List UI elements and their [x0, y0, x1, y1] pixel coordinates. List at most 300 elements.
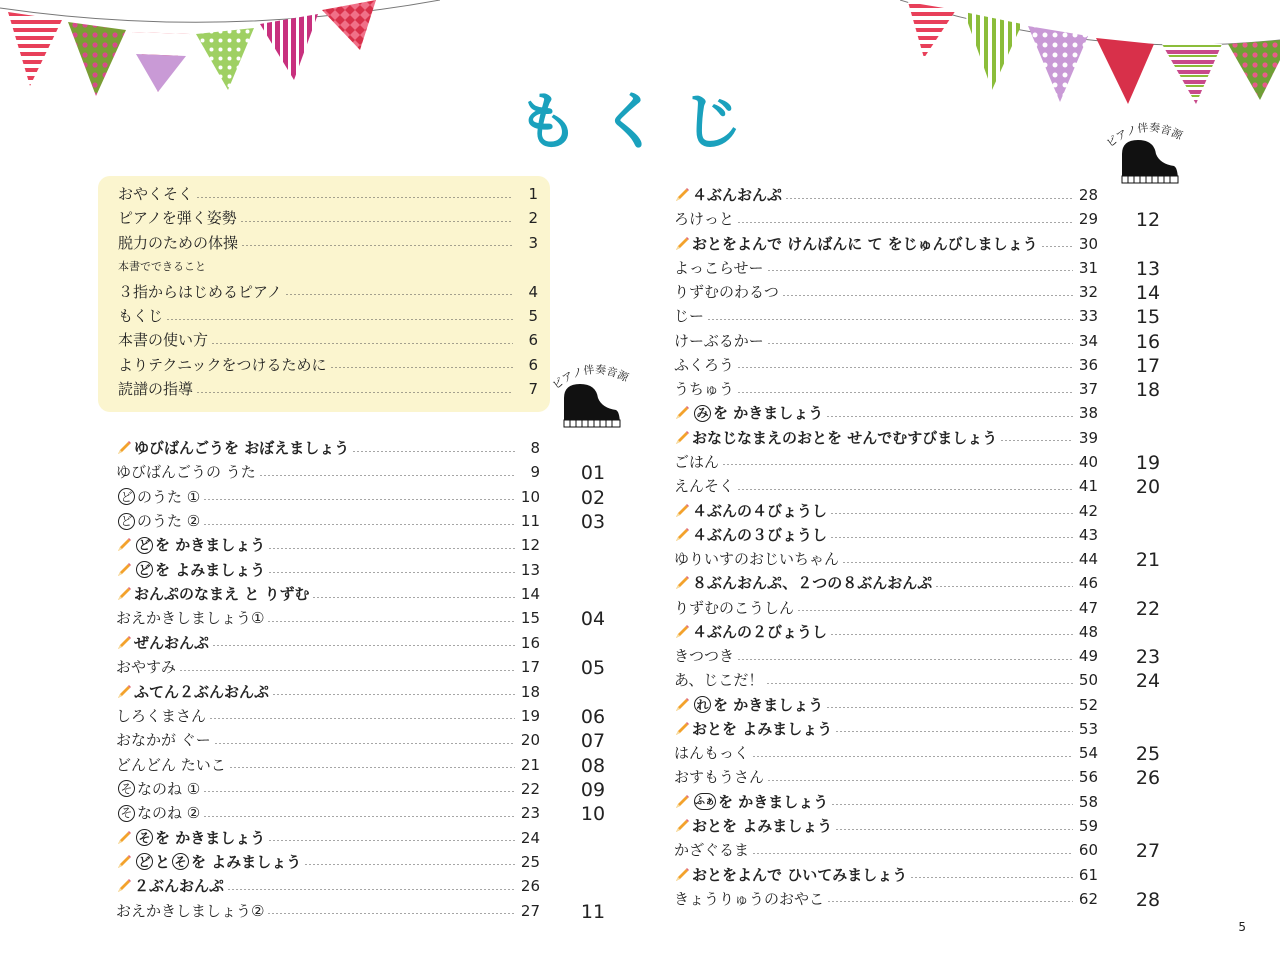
audio-track-number: 20 [1135, 476, 1161, 499]
toc-entry-label [116, 777, 200, 801]
toc-entry[interactable] [118, 182, 538, 206]
toc-entry-label [674, 183, 782, 207]
toc-entry[interactable] [116, 753, 540, 777]
toc-entry-label [116, 753, 226, 777]
toc-entry-label [674, 401, 823, 425]
dot-leader [766, 683, 1073, 684]
dot-leader [179, 670, 515, 671]
toc-entry-text: 読譜の指導 [118, 380, 194, 399]
toc-entry[interactable] [674, 523, 1098, 547]
toc-page-number: 4 [528, 282, 538, 301]
pencil-icon [674, 818, 690, 834]
toc-entry[interactable] [118, 353, 538, 377]
toc-page-number: 50 [1078, 671, 1098, 690]
toc-entry-label [674, 329, 764, 353]
toc-entry[interactable] [674, 256, 1098, 280]
toc-page-number: 25 [520, 852, 540, 871]
toc-page-number: 39 [1078, 428, 1098, 447]
toc-entry-label [674, 232, 1038, 256]
toc-entry-label [116, 558, 265, 582]
toc-entry[interactable] [674, 620, 1098, 644]
circled-note-name: み [694, 405, 711, 422]
toc-entry-text: おえかきしましょう② [116, 901, 265, 920]
toc-entry[interactable] [674, 207, 1098, 231]
pencil-icon [674, 405, 690, 421]
toc-entry-label [674, 620, 827, 644]
toc-entry-text: ゆびばんごうの うた [116, 463, 256, 482]
toc-entry[interactable] [116, 606, 540, 630]
toc-entry[interactable] [674, 450, 1098, 474]
toc-page-number: 18 [520, 682, 540, 701]
audio-track-number: 19 [1135, 451, 1161, 474]
pencil-icon [674, 794, 690, 810]
dot-leader [737, 222, 1073, 223]
toc-entry[interactable] [118, 304, 538, 328]
toc-entry-label [674, 717, 832, 741]
toc-entry[interactable] [674, 280, 1098, 304]
toc-entry[interactable] [116, 631, 540, 655]
toc-entry[interactable] [674, 668, 1098, 692]
pencil-icon [116, 635, 132, 651]
pencil-icon [674, 236, 690, 252]
dot-leader [203, 791, 515, 792]
toc-entry-text: おとを よみましょう [692, 719, 833, 738]
dot-leader [203, 524, 515, 525]
toc-page-number: 61 [1078, 865, 1098, 884]
toc-page-number: 16 [520, 633, 540, 652]
toc-entry-label [116, 606, 264, 630]
audio-track-number: 14 [1135, 282, 1161, 305]
toc-entry-label [674, 741, 749, 765]
pencil-icon [116, 586, 132, 602]
dot-leader [304, 864, 515, 865]
toc-page-number: 27 [520, 901, 540, 920]
toc-entry-label [674, 256, 764, 280]
toc-page-number: 31 [1078, 258, 1098, 277]
toc-entry-label [674, 474, 734, 498]
toc-entry-label [116, 826, 265, 850]
dot-leader [1041, 246, 1073, 247]
toc-page-number: 33 [1078, 307, 1098, 326]
toc-entry-text: ４ぶんの２びょうし [692, 622, 828, 641]
toc-page-number: 29 [1078, 210, 1098, 229]
audio-track-number: 16 [1135, 330, 1161, 353]
toc-page-number: 14 [520, 585, 540, 604]
dot-leader [767, 780, 1073, 781]
toc-page-number: 8 [530, 439, 540, 457]
toc-entry[interactable] [116, 801, 540, 825]
audio-track-number: 23 [1135, 646, 1161, 669]
piano-audio-badge-left [550, 360, 634, 432]
toc-entry-label [116, 874, 224, 898]
toc-entry[interactable] [116, 826, 540, 850]
toc-page-number: 34 [1078, 331, 1098, 350]
toc-entry-label [116, 582, 309, 606]
audio-track-number: 22 [1135, 597, 1161, 620]
dot-leader [722, 464, 1073, 465]
toc-entry[interactable] [674, 596, 1098, 620]
toc-entry-text: うちゅう [674, 380, 735, 399]
toc-entry-text: なのね ② [137, 804, 201, 823]
toc-entry-text: ４ぶんの３びょうし [692, 525, 828, 544]
dot-leader [935, 586, 1073, 587]
toc-entry-label [118, 377, 193, 401]
toc-entry[interactable] [674, 863, 1098, 887]
toc-entry[interactable] [116, 899, 540, 923]
dot-leader [352, 451, 515, 452]
toc-page-number: 40 [1078, 452, 1098, 471]
toc-entry-text: けーぶるかー [674, 331, 764, 350]
toc-entry-text: えんそく [674, 477, 735, 496]
pencil-icon [674, 721, 690, 737]
toc-entry-label [118, 255, 206, 279]
toc-entry-label [118, 328, 208, 352]
toc-entry-text: を よみましょう [155, 560, 266, 579]
toc-page-number: 42 [1078, 501, 1098, 520]
audio-track-number: 03 [580, 511, 606, 534]
toc-entry[interactable] [118, 328, 538, 352]
toc-entry-label [674, 207, 734, 231]
page-title: もくじ [516, 85, 763, 158]
toc-entry-label [118, 182, 193, 206]
toc-page-number: 6 [528, 331, 538, 350]
pencil-icon [674, 503, 690, 519]
toc-entry[interactable] [674, 887, 1098, 911]
toc-page-number: 58 [1078, 792, 1098, 811]
toc-entry[interactable] [674, 765, 1098, 789]
audio-track-number: 06 [580, 705, 606, 728]
toc-entry[interactable] [118, 280, 538, 304]
dot-leader [767, 343, 1073, 344]
pencil-icon [674, 867, 690, 883]
toc-page-number: 41 [1078, 477, 1098, 496]
toc-entry-text: のうた ② [137, 512, 201, 531]
dot-leader [214, 743, 515, 744]
audio-track-number: 08 [580, 754, 606, 777]
toc-entry[interactable] [116, 582, 540, 606]
dot-leader [259, 475, 515, 476]
toc-entry-text: おんぷのなまえ と りずむ [134, 585, 310, 604]
toc-page-number: 59 [1078, 817, 1098, 836]
toc-entry[interactable] [116, 533, 540, 557]
toc-entry[interactable] [674, 353, 1098, 377]
svg-text:ピアノ伴奏音源: ピアノ伴奏音源 [1104, 121, 1185, 151]
toc-entry-label [674, 863, 907, 887]
toc-entry-text: じー [674, 307, 705, 326]
toc-entry[interactable] [674, 474, 1098, 498]
toc-entry[interactable] [118, 377, 538, 401]
dot-leader [166, 319, 513, 320]
toc-entry-text: ゆりいすのおじいちゃん [674, 550, 840, 569]
dot-leader [737, 367, 1073, 368]
toc-entry-text: ４ぶんの４びょうし [692, 501, 828, 520]
toc-entry-label [674, 280, 779, 304]
toc-entry-text: ２ぶんおんぷ [134, 877, 225, 896]
pencil-icon [674, 575, 690, 591]
toc-page-number: 21 [520, 755, 540, 774]
pencil-icon [116, 830, 132, 846]
toc-entry[interactable] [116, 874, 540, 898]
toc-page-number: 11 [520, 512, 540, 531]
audio-track-number: 17 [1135, 354, 1161, 377]
toc-entry-text: どんどん たいこ [116, 755, 226, 774]
dot-leader [767, 270, 1073, 271]
toc-entry[interactable] [674, 741, 1098, 765]
circled-note-name: そ [172, 853, 189, 870]
toc-entry[interactable] [674, 329, 1098, 353]
toc-entry-text: ゆびばんごうを おぼえましょう [134, 439, 350, 457]
toc-page-number: 24 [520, 828, 540, 847]
dot-leader [830, 513, 1073, 514]
toc-entry-label [674, 693, 823, 717]
svg-text:ピアノ伴奏音源: ピアノ伴奏音源 [550, 363, 631, 393]
toc-entry-label [116, 680, 269, 704]
dot-leader [241, 245, 513, 246]
circled-note-name: ど [136, 537, 153, 554]
toc-entry-label [116, 460, 256, 484]
toc-entry-text: ８ぶんおんぷ、２つの８ぶんおんぷ [692, 574, 933, 593]
toc-entry[interactable] [674, 571, 1098, 595]
pencil-icon [674, 430, 690, 446]
toc-entry-text: を かきましょう [718, 792, 829, 811]
toc-page-number: 54 [1078, 744, 1098, 763]
pencil-icon [116, 684, 132, 700]
audio-track-number: 01 [580, 462, 606, 485]
dot-leader [211, 343, 513, 344]
toc-entry[interactable] [116, 850, 540, 874]
toc-entry[interactable] [118, 231, 538, 255]
toc-entry-text: なのね ① [137, 779, 201, 798]
toc-entry[interactable] [674, 814, 1098, 838]
circled-note-name: れ [694, 696, 711, 713]
toc-entry-label [116, 533, 265, 557]
toc-entry[interactable] [116, 436, 540, 460]
toc-entry[interactable] [116, 655, 540, 679]
dot-leader [268, 840, 515, 841]
toc-entry-label [674, 814, 832, 838]
toc-entry-text: 脱力のための体操 [118, 233, 239, 252]
toc-entry[interactable] [674, 499, 1098, 523]
dot-leader [826, 707, 1073, 708]
toc-entry[interactable] [118, 206, 538, 230]
toc-page-number: 36 [1078, 355, 1098, 374]
toc-entry-label [116, 509, 200, 533]
audio-track-number: 18 [1135, 379, 1161, 402]
dot-leader [212, 645, 515, 646]
toc-entry-label [118, 206, 237, 230]
toc-entry-text: りずむのこうしん [674, 598, 795, 617]
dot-leader [835, 829, 1073, 830]
dot-leader [229, 767, 515, 768]
toc-entry-text: おとをよんで ひいてみましょう [692, 865, 908, 884]
toc-entry-text: しろくまさん [116, 706, 207, 725]
audio-track-number: 28 [1135, 888, 1161, 911]
pencil-icon [674, 697, 690, 713]
audio-track-number: 26 [1135, 767, 1161, 790]
toc-entry-text: きょうりゅうのおやこ [674, 889, 825, 908]
toc-entry-label [674, 644, 734, 668]
toc-entry[interactable] [116, 509, 540, 533]
dot-leader [842, 562, 1073, 563]
toc-entry[interactable] [118, 255, 538, 279]
toc-entry-label [674, 377, 734, 401]
toc-entry-label [116, 655, 176, 679]
toc-entry[interactable] [674, 183, 1098, 207]
audio-track-number: 15 [1135, 306, 1161, 329]
dot-leader [797, 610, 1073, 611]
pencil-icon [116, 878, 132, 894]
toc-entry-text: ３指からはじめるピアノ [118, 282, 282, 301]
toc-page-number: 44 [1078, 550, 1098, 569]
piano-audio-badge-right [1104, 118, 1188, 190]
toc-entry-text: を よみましょう [191, 852, 302, 871]
toc-entry-text: はんもっく [674, 744, 750, 763]
toc-entry-text: よっこらせー [674, 258, 764, 277]
toc-page-number: 46 [1078, 574, 1098, 593]
toc-page-number: 12 [520, 536, 540, 555]
toc-entry[interactable] [674, 401, 1098, 425]
pencil-icon [116, 562, 132, 578]
audio-track-number: 27 [1135, 840, 1161, 863]
dot-leader [831, 804, 1073, 805]
toc-page-number: 43 [1078, 525, 1098, 544]
dot-leader [203, 499, 515, 500]
toc-page-number: 30 [1078, 234, 1098, 253]
toc-entry-label [674, 353, 734, 377]
toc-entry-text: おなじなまえのおとを せんでむすびましょう [692, 428, 998, 447]
toc-entry-text: を かきましょう [155, 536, 266, 555]
toc-page-number: 7 [528, 380, 538, 399]
toc-entry[interactable] [674, 838, 1098, 862]
toc-page-number: 15 [520, 609, 540, 628]
toc-page-number: 17 [520, 658, 540, 677]
toc-entry-text: と [155, 852, 171, 871]
toc-page-number: 20 [520, 731, 540, 750]
audio-track-number: 04 [580, 608, 606, 631]
toc-entry-text: ピアノを弾く姿勢 [118, 209, 237, 228]
dot-leader [737, 659, 1073, 660]
circled-note-name: そ [136, 829, 153, 846]
dot-leader [312, 597, 515, 598]
toc-entry-label [118, 353, 327, 377]
toc-entry[interactable] [116, 777, 540, 801]
toc-entry-text: りずむのわるつ [674, 283, 779, 302]
toc-entry-text: 本書でできること [118, 260, 206, 274]
toc-entry[interactable] [116, 680, 540, 704]
circled-note-name: ど [118, 488, 135, 505]
dot-leader [209, 718, 515, 719]
audio-track-number: 21 [1135, 549, 1161, 572]
toc-entry-label [674, 499, 827, 523]
toc-entry-label [674, 596, 794, 620]
toc-entry-text: おえかきしましょう① [116, 609, 265, 628]
toc-entry-text: おなかが ぐー [116, 731, 211, 750]
dot-leader [752, 756, 1073, 757]
toc-page-number: 26 [520, 877, 540, 896]
toc-entry[interactable] [674, 693, 1098, 717]
toc-entry-text: おやくそく [118, 185, 194, 203]
toc-entry-text: のうた ① [137, 487, 201, 506]
toc-entry-text: ふくろう [674, 355, 735, 374]
toc-entry[interactable] [674, 717, 1098, 741]
toc-entry-label [116, 485, 200, 509]
toc-entry-label [116, 801, 200, 825]
dot-leader [830, 634, 1073, 635]
toc-page-number: 62 [1078, 889, 1098, 908]
toc-page-number: 13 [520, 560, 540, 579]
toc-entry-label [116, 704, 206, 728]
toc-entry-label [116, 899, 264, 923]
toc-entry[interactable] [116, 558, 540, 582]
dot-leader [737, 392, 1073, 393]
toc-entry-label [116, 436, 349, 460]
dot-leader [240, 221, 513, 222]
dot-leader [830, 537, 1073, 538]
toc-entry[interactable] [674, 304, 1098, 328]
toc-page-number: 28 [1078, 186, 1098, 204]
toc-entry-text: を かきましょう [713, 404, 824, 423]
toc-entry-label [674, 887, 824, 911]
toc-entry[interactable] [674, 644, 1098, 668]
toc-entry[interactable] [116, 728, 540, 752]
toc-entry-label [116, 850, 301, 874]
toc-entry[interactable] [116, 485, 540, 509]
toc-entry-label [674, 547, 839, 571]
toc-entry[interactable] [116, 460, 540, 484]
toc-entry-label [674, 523, 827, 547]
dot-leader [910, 877, 1073, 878]
dot-leader [196, 392, 513, 393]
audio-track-number: 09 [580, 778, 606, 801]
toc-entry-text: ふてん２ぶんおんぷ [134, 682, 270, 701]
toc-page-number: 60 [1078, 841, 1098, 860]
circled-note-name: そ [118, 805, 135, 822]
pencil-icon [674, 624, 690, 640]
toc-entry[interactable] [674, 547, 1098, 571]
toc-entry-text: よりテクニックをつけるために [118, 355, 327, 374]
toc-entry[interactable] [674, 790, 1098, 814]
toc-entry-text: もくじ [118, 307, 164, 325]
toc-entry-text: おすもうさん [674, 768, 765, 787]
toc-entry-text: おとをよんで けんばんに て をじゅんびしましょう [692, 234, 1038, 253]
audio-track-number: 10 [580, 803, 606, 826]
dot-leader [1000, 440, 1073, 441]
toc-entry-text: きつつき [674, 647, 735, 666]
toc-entry[interactable] [116, 704, 540, 728]
audio-track-number: 11 [580, 900, 606, 923]
dot-leader [835, 731, 1073, 732]
toc-entry-label [674, 450, 719, 474]
pencil-icon [116, 440, 132, 456]
toc-page-number: 1 [528, 185, 538, 203]
pencil-icon [674, 187, 690, 203]
toc-entry-label [118, 304, 163, 328]
audio-track-number: 07 [580, 730, 606, 753]
dot-leader [752, 853, 1073, 854]
toc-entry[interactable] [674, 377, 1098, 401]
dot-leader [227, 889, 515, 890]
toc-page-number: 3 [528, 233, 538, 252]
toc-entry[interactable] [674, 426, 1098, 450]
audio-track-number: 24 [1135, 670, 1161, 693]
pencil-icon [116, 537, 132, 553]
circled-note-name: ふぁ [694, 793, 716, 810]
toc-page-number: 52 [1078, 695, 1098, 714]
toc-page-number: 38 [1078, 404, 1098, 423]
toc-entry-text: ぜんおんぷ [134, 633, 210, 652]
toc-entry-text: あ、じこだ！ [674, 671, 764, 690]
toc-entry[interactable] [674, 232, 1098, 256]
